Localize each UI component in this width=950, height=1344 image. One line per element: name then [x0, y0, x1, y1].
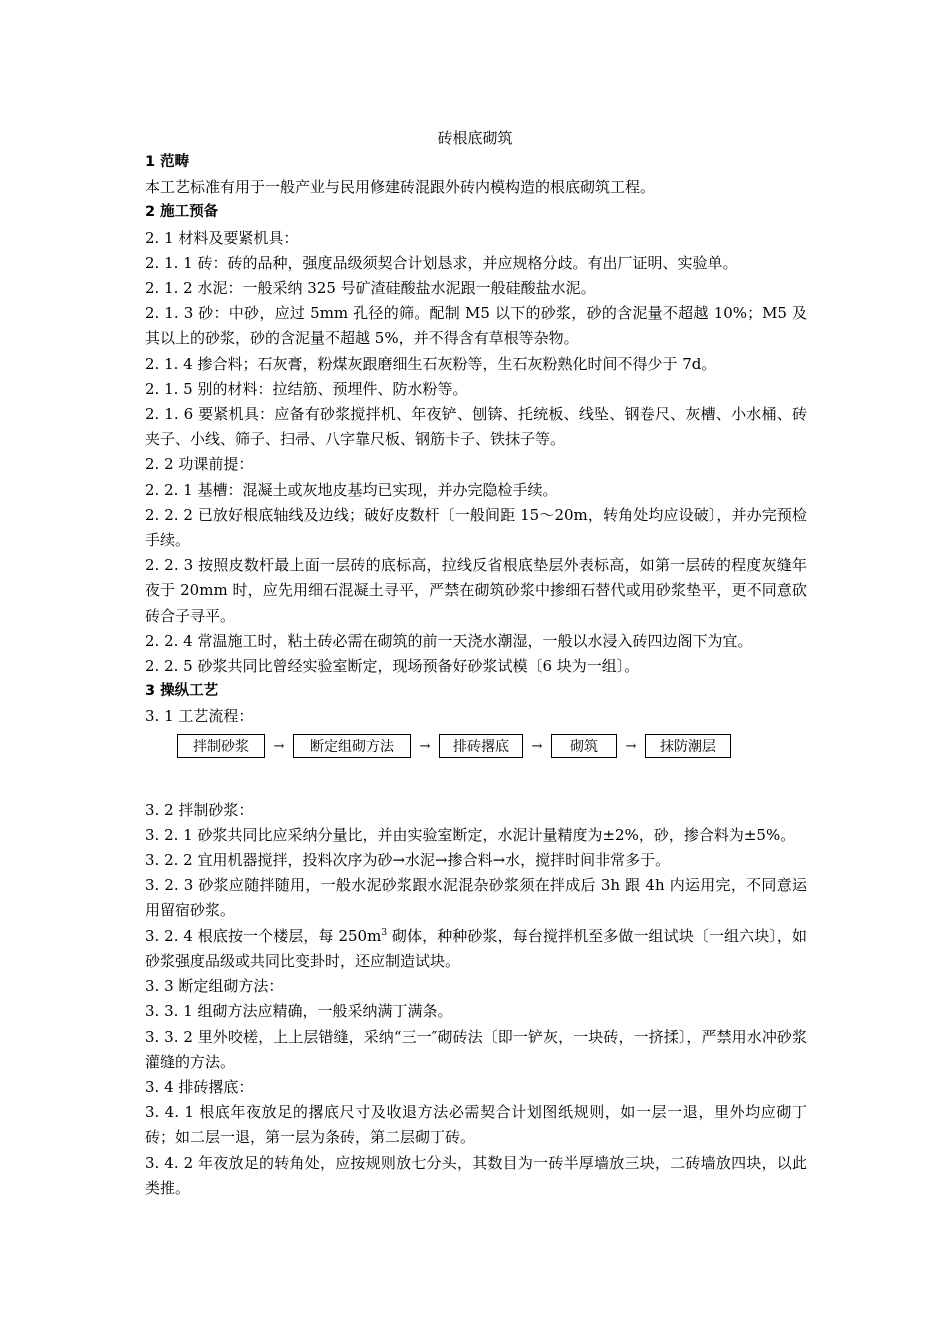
flow-step-lay-bricks: 排砖撂底: [439, 734, 523, 758]
paragraph-2-1-2: 2. 1. 2 水泥：一般采纳 325 号矿渣硅酸盐水泥跟一般硅酸盐水泥。: [145, 279, 596, 298]
paragraph-2-1-1: 2. 1. 1 砖：砖的品种，强度品级须契合计划恳求，并应规格分歧。有出厂证明、实验单。: [145, 253, 738, 272]
paragraph-3-2-2: 3. 2. 2 宜用机器搅拌，投料次序为砂→水泥→掺合料→水，搅拌时间非常多于。: [145, 851, 671, 870]
paragraph-2-2-5: 2. 2. 5 砂浆共同比曾经实验室断定，现场预备好砂浆试模〔6 块为一组〕。: [145, 657, 640, 676]
paragraph-3-2-4-text-b: 砌体，种种砂浆，每台搅拌机至多做一组试块〔一组六块〕，如砂浆强度品级或共同比变卦时，还应制造试块。: [145, 926, 807, 970]
superscript-cubic: 3: [381, 927, 388, 938]
flow-arrow-icon: →: [625, 738, 637, 754]
flow-arrow-icon: →: [531, 738, 543, 754]
section-heading-preparation: 2 施工预备: [145, 204, 219, 221]
flow-step-determine-method: 断定组砌方法: [293, 734, 411, 758]
section-heading-process: 3 操纵工艺: [145, 683, 219, 700]
paragraph-3-3-2: 3. 3. 2 里外咬槎，上上层错缝，采纳“三一″砌砖法〔即一铲灰，一块砖，一挤揉〕，严禁用水冲砂浆灌缝的方法。: [145, 1027, 807, 1071]
paragraph-3-2: 3. 2 拌制砂浆：: [145, 800, 254, 819]
paragraph-3-4-2: 3. 4. 2 年夜放足的转角处，应按规则放七分头，其数目为一砖半厚墙放三块，二砖墙放四块，以此类推。: [145, 1153, 807, 1197]
paragraph-2-1-4: 2. 1. 4 掺合料；石灰膏，粉煤灰跟磨细生石灰粉等，生石灰粉熟化时间不得少于 7d。: [145, 354, 717, 373]
paragraph-2-2-1: 2. 2. 1 基槽：混凝土或灰地皮基均已实现，并办完隐检手续。: [145, 480, 558, 499]
paragraph-3-2-4-text-a: 3. 2. 4 根底按一个楼层，每 250m: [145, 926, 382, 945]
flow-step-damp-proof-layer: 抹防潮层: [645, 734, 731, 758]
paragraph-2-1: 2. 1 材料及要紧机具：: [145, 228, 299, 247]
paragraph-3-4: 3. 4 排砖撂底：: [145, 1077, 254, 1096]
paragraph-3-2-4: [145, 924, 807, 974]
section-heading-scope: 1 范畴: [145, 154, 190, 170]
document-title: 砖根底砌筑: [437, 129, 513, 147]
process-flowchart: [145, 730, 807, 774]
paragraph-3-3-1: 3. 3. 1 组砌方法应精确，一般采纳满丁满条。: [145, 1002, 453, 1021]
flow-step-mix-mortar: 拌制砂浆: [177, 734, 265, 758]
paragraph-2-1-6: 2. 1. 6 要紧机具：应备有砂浆搅拌机、年夜铲、刨锛、托统板、线坠、钢卷尺、灰槽、小水桶、砖夹子、小线、筛子、扫帚、八字靠尺板、钢筋卡子、铁抹子等。: [145, 405, 807, 449]
paragraph-2-2: 2. 2 功课前提：: [145, 455, 254, 474]
flow-arrow-icon: →: [273, 738, 285, 754]
paragraph-2-2-4: 2. 2. 4 常温施工时，粘土砖必需在砌筑的前一天浇水潮湿，一般以水浸入砖四边阁下为宜。: [145, 631, 753, 650]
paragraph-3-2-1: 3. 2. 1 砂浆共同比应采纳分量比，并由实验室断定，水泥计量精度为±2%，砂，掺合料为±5%。: [145, 825, 796, 844]
paragraph-scope: 本工艺标准有用于一般产业与民用修建砖混跟外砖内模构造的根底砌筑工程。: [145, 178, 656, 197]
paragraph-3-1: 3. 1 工艺流程：: [145, 707, 254, 726]
flow-step-masonry: 砌筑: [551, 734, 617, 758]
paragraph-2-2-2: 2. 2. 2 已放好根底轴线及边线；破好皮数杆〔一般间距 15～20m，转角处均应设破〕，并办完预检手续。: [145, 505, 807, 550]
paragraph-3-4-1: 3. 4. 1 根底年夜放足的撂底尺寸及收退方法必需契合计划图纸规则，如一层一退，里外均应砌丁砖；如二层一退，第一层为条砖，第二层砌丁砖。: [145, 1103, 807, 1147]
document-body: [145, 150, 807, 1201]
paragraph-2-2-3: 2. 2. 3 按照皮数杆最上面一层砖的底标高，拉线反省根底垫层外表标高，如第一层砖的程度灰缝年夜于 20mm 时，应先用细石混凝土寻平，严禁在砌筑砂浆中掺细石替代或用砂浆垫平，更不同意砍砖合子寻平。: [145, 556, 807, 625]
flow-arrow-icon: →: [419, 738, 431, 754]
paragraph-2-1-5: 2. 1. 5 别的材料：拉结筋、预埋件、防水粉等。: [145, 379, 468, 398]
paragraph-3-3: 3. 3 断定组砌方法：: [145, 977, 284, 996]
paragraph-3-2-3: 3. 2. 3 砂浆应随拌随用，一般水泥砂浆跟水泥混杂砂浆须在拌成后 3h 跟 4h 内运用完，不同意运用留宿砂浆。: [145, 876, 807, 920]
paragraph-2-1-3: 2. 1. 3 砂：中砂，应过 5mm 孔径的筛。配制 M5 以下的砂浆，砂的含泥量不超越 10%；M5 及其以上的砂浆，砂的含泥量不超越 5%，并不得含有草根等杂物。: [145, 304, 807, 348]
